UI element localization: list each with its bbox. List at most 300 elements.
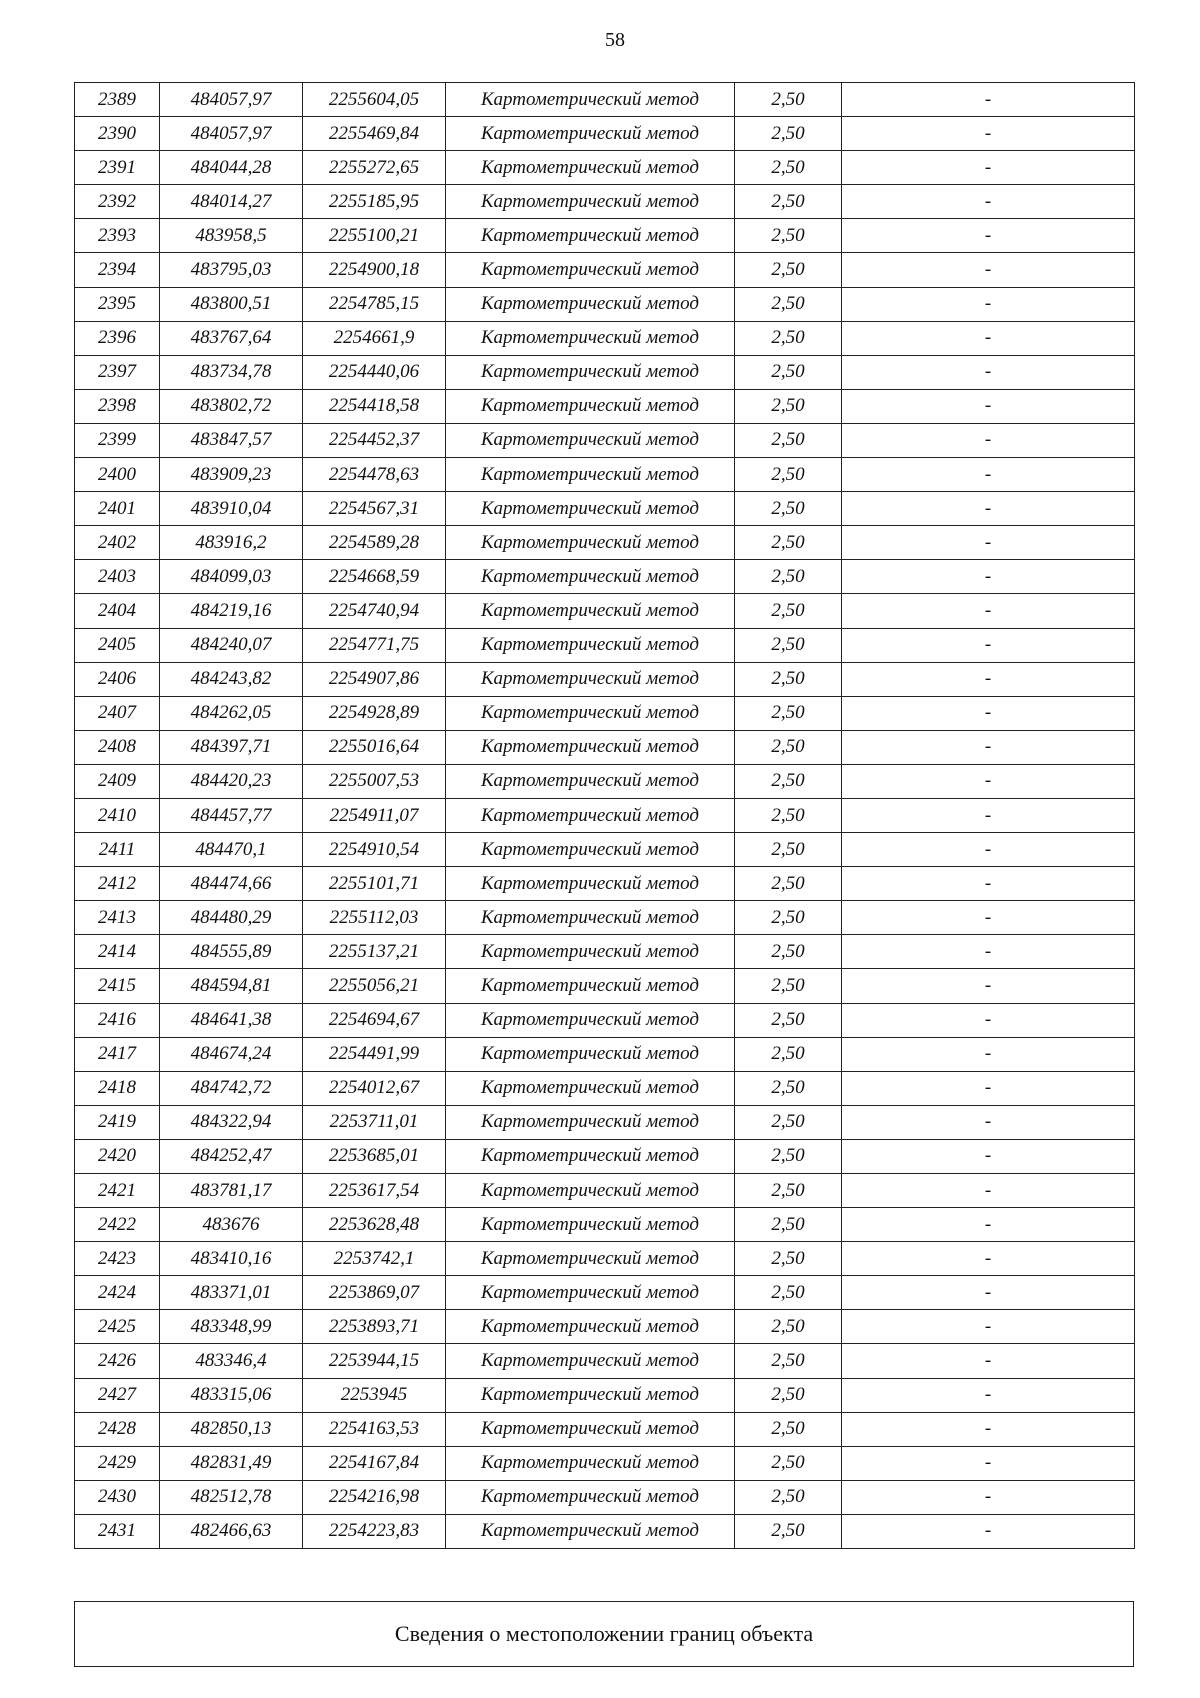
point-number-cell: 2421 [75, 1174, 160, 1208]
x-coordinate-cell: 484470,1 [160, 833, 303, 867]
method-cell: Картометрический метод [446, 1446, 735, 1480]
method-cell: Картометрический метод [446, 1378, 735, 1412]
y-coordinate-cell: 2254589,28 [303, 526, 446, 560]
y-coordinate-cell: 2255056,21 [303, 969, 446, 1003]
x-coordinate-cell: 483795,03 [160, 253, 303, 287]
method-cell: Картометрический метод [446, 594, 735, 628]
table-row [75, 492, 1135, 526]
x-coordinate-cell: 484057,97 [160, 83, 303, 117]
accuracy-cell: 2,50 [735, 117, 842, 151]
description-cell: - [842, 1105, 1135, 1139]
method-cell: Картометрический метод [446, 1344, 735, 1378]
y-coordinate-cell: 2255604,05 [303, 83, 446, 117]
description-cell: - [842, 321, 1135, 355]
table-row [75, 185, 1135, 219]
accuracy-cell: 2,50 [735, 458, 842, 492]
accuracy-cell: 2,50 [735, 935, 842, 969]
accuracy-cell: 2,50 [735, 355, 842, 389]
y-coordinate-cell: 2254785,15 [303, 287, 446, 321]
point-number-cell: 2389 [75, 83, 160, 117]
point-number-cell: 2399 [75, 423, 160, 457]
y-coordinate-cell: 2254167,84 [303, 1446, 446, 1480]
accuracy-cell: 2,50 [735, 253, 842, 287]
description-cell: - [842, 83, 1135, 117]
point-number-cell: 2391 [75, 151, 160, 185]
y-coordinate-cell: 2254440,06 [303, 355, 446, 389]
method-cell: Картометрический метод [446, 867, 735, 901]
y-coordinate-cell: 2254928,89 [303, 696, 446, 730]
x-coordinate-cell: 483958,5 [160, 219, 303, 253]
point-number-cell: 2415 [75, 969, 160, 1003]
x-coordinate-cell: 482466,63 [160, 1514, 303, 1548]
method-cell: Картометрический метод [446, 628, 735, 662]
point-number-cell: 2425 [75, 1310, 160, 1344]
point-number-cell: 2427 [75, 1378, 160, 1412]
y-coordinate-cell: 2253945 [303, 1378, 446, 1412]
section-caption: Сведения о местоположении границ объекта [394, 1621, 814, 1646]
method-cell: Картометрический метод [446, 560, 735, 594]
method-cell: Картометрический метод [446, 355, 735, 389]
table-row [75, 1412, 1135, 1446]
table-row [75, 1208, 1135, 1242]
description-cell: - [842, 492, 1135, 526]
y-coordinate-cell: 2253742,1 [303, 1242, 446, 1276]
point-number-cell: 2422 [75, 1208, 160, 1242]
description-cell: - [842, 287, 1135, 321]
description-cell: - [842, 1480, 1135, 1514]
x-coordinate-cell: 483348,99 [160, 1310, 303, 1344]
table-row [75, 1276, 1135, 1310]
table-row [75, 696, 1135, 730]
table-row [75, 117, 1135, 151]
accuracy-cell: 2,50 [735, 1105, 842, 1139]
method-cell: Картометрический метод [446, 423, 735, 457]
y-coordinate-cell: 2254668,59 [303, 560, 446, 594]
description-cell: - [842, 730, 1135, 764]
point-number-cell: 2407 [75, 696, 160, 730]
coordinates-table [74, 82, 1135, 1549]
description-cell: - [842, 1446, 1135, 1480]
point-number-cell: 2423 [75, 1242, 160, 1276]
accuracy-cell: 2,50 [735, 969, 842, 1003]
method-cell: Картометрический метод [446, 696, 735, 730]
y-coordinate-cell: 2255185,95 [303, 185, 446, 219]
accuracy-cell: 2,50 [735, 1446, 842, 1480]
point-number-cell: 2404 [75, 594, 160, 628]
description-cell: - [842, 1412, 1135, 1446]
point-number-cell: 2409 [75, 764, 160, 798]
table-row [75, 219, 1135, 253]
x-coordinate-cell: 483847,57 [160, 423, 303, 457]
x-coordinate-cell: 483734,78 [160, 355, 303, 389]
x-coordinate-cell: 484480,29 [160, 901, 303, 935]
x-coordinate-cell: 484594,81 [160, 969, 303, 1003]
accuracy-cell: 2,50 [735, 1412, 842, 1446]
y-coordinate-cell: 2254163,53 [303, 1412, 446, 1446]
description-cell: - [842, 1003, 1135, 1037]
point-number-cell: 2400 [75, 458, 160, 492]
method-cell: Картометрический метод [446, 730, 735, 764]
method-cell: Картометрический метод [446, 1480, 735, 1514]
y-coordinate-cell: 2255272,65 [303, 151, 446, 185]
x-coordinate-cell: 483315,06 [160, 1378, 303, 1412]
x-coordinate-cell: 484240,07 [160, 628, 303, 662]
y-coordinate-cell: 2254771,75 [303, 628, 446, 662]
y-coordinate-cell: 2255469,84 [303, 117, 446, 151]
point-number-cell: 2395 [75, 287, 160, 321]
method-cell: Картометрический метод [446, 969, 735, 1003]
y-coordinate-cell: 2254012,67 [303, 1071, 446, 1105]
method-cell: Картометрический метод [446, 1514, 735, 1548]
table-row [75, 1037, 1135, 1071]
method-cell: Картометрический метод [446, 1174, 735, 1208]
description-cell: - [842, 1344, 1135, 1378]
y-coordinate-cell: 2253893,71 [303, 1310, 446, 1344]
point-number-cell: 2416 [75, 1003, 160, 1037]
point-number-cell: 2403 [75, 560, 160, 594]
x-coordinate-cell: 484099,03 [160, 560, 303, 594]
y-coordinate-cell: 2254694,67 [303, 1003, 446, 1037]
method-cell: Картометрический метод [446, 287, 735, 321]
x-coordinate-cell: 484397,71 [160, 730, 303, 764]
description-cell: - [842, 594, 1135, 628]
table-row [75, 321, 1135, 355]
table-row [75, 1480, 1135, 1514]
x-coordinate-cell: 484674,24 [160, 1037, 303, 1071]
point-number-cell: 2417 [75, 1037, 160, 1071]
accuracy-cell: 2,50 [735, 83, 842, 117]
description-cell: - [842, 423, 1135, 457]
x-coordinate-cell: 484420,23 [160, 764, 303, 798]
y-coordinate-cell: 2255007,53 [303, 764, 446, 798]
method-cell: Картометрический метод [446, 935, 735, 969]
description-cell: - [842, 1276, 1135, 1310]
description-cell: - [842, 833, 1135, 867]
point-number-cell: 2396 [75, 321, 160, 355]
y-coordinate-cell: 2255112,03 [303, 901, 446, 935]
table-row [75, 730, 1135, 764]
y-coordinate-cell: 2255016,64 [303, 730, 446, 764]
point-number-cell: 2419 [75, 1105, 160, 1139]
method-cell: Картометрический метод [446, 798, 735, 832]
accuracy-cell: 2,50 [735, 833, 842, 867]
table-row [75, 1105, 1135, 1139]
y-coordinate-cell: 2255100,21 [303, 219, 446, 253]
point-number-cell: 2411 [75, 833, 160, 867]
accuracy-cell: 2,50 [735, 151, 842, 185]
table-row [75, 1139, 1135, 1173]
accuracy-cell: 2,50 [735, 1480, 842, 1514]
description-cell: - [842, 867, 1135, 901]
point-number-cell: 2393 [75, 219, 160, 253]
point-number-cell: 2410 [75, 798, 160, 832]
description-cell: - [842, 185, 1135, 219]
x-coordinate-cell: 484252,47 [160, 1139, 303, 1173]
x-coordinate-cell: 483346,4 [160, 1344, 303, 1378]
method-cell: Картометрический метод [446, 1242, 735, 1276]
accuracy-cell: 2,50 [735, 867, 842, 901]
description-cell: - [842, 662, 1135, 696]
page-number: 58 [605, 29, 625, 51]
description-cell: - [842, 526, 1135, 560]
x-coordinate-cell: 484014,27 [160, 185, 303, 219]
accuracy-cell: 2,50 [735, 594, 842, 628]
description-cell: - [842, 151, 1135, 185]
accuracy-cell: 2,50 [735, 1003, 842, 1037]
method-cell: Картометрический метод [446, 458, 735, 492]
x-coordinate-cell: 482850,13 [160, 1412, 303, 1446]
y-coordinate-cell: 2255137,21 [303, 935, 446, 969]
accuracy-cell: 2,50 [735, 219, 842, 253]
x-coordinate-cell: 483767,64 [160, 321, 303, 355]
y-coordinate-cell: 2254740,94 [303, 594, 446, 628]
accuracy-cell: 2,50 [735, 901, 842, 935]
accuracy-cell: 2,50 [735, 1514, 842, 1548]
description-cell: - [842, 1378, 1135, 1412]
x-coordinate-cell: 484057,97 [160, 117, 303, 151]
method-cell: Картометрический метод [446, 526, 735, 560]
y-coordinate-cell: 2254661,9 [303, 321, 446, 355]
point-number-cell: 2426 [75, 1344, 160, 1378]
x-coordinate-cell: 484219,16 [160, 594, 303, 628]
method-cell: Картометрический метод [446, 1037, 735, 1071]
description-cell: - [842, 764, 1135, 798]
method-cell: Картометрический метод [446, 1071, 735, 1105]
table-row [75, 1344, 1135, 1378]
method-cell: Картометрический метод [446, 764, 735, 798]
description-cell: - [842, 628, 1135, 662]
description-cell: - [842, 1174, 1135, 1208]
table-row [75, 1310, 1135, 1344]
point-number-cell: 2428 [75, 1412, 160, 1446]
point-number-cell: 2392 [75, 185, 160, 219]
description-cell: - [842, 219, 1135, 253]
y-coordinate-cell: 2253628,48 [303, 1208, 446, 1242]
table-row [75, 662, 1135, 696]
method-cell: Картометрический метод [446, 1276, 735, 1310]
method-cell: Картометрический метод [446, 1208, 735, 1242]
accuracy-cell: 2,50 [735, 389, 842, 423]
accuracy-cell: 2,50 [735, 526, 842, 560]
section-caption-box [74, 1601, 1134, 1667]
description-cell: - [842, 560, 1135, 594]
description-cell: - [842, 969, 1135, 1003]
description-cell: - [842, 1071, 1135, 1105]
method-cell: Картометрический метод [446, 492, 735, 526]
accuracy-cell: 2,50 [735, 492, 842, 526]
description-cell: - [842, 901, 1135, 935]
x-coordinate-cell: 484262,05 [160, 696, 303, 730]
point-number-cell: 2418 [75, 1071, 160, 1105]
coordinates-table-body [75, 83, 1135, 1549]
point-number-cell: 2401 [75, 492, 160, 526]
method-cell: Картометрический метод [446, 185, 735, 219]
accuracy-cell: 2,50 [735, 1242, 842, 1276]
x-coordinate-cell: 484243,82 [160, 662, 303, 696]
point-number-cell: 2394 [75, 253, 160, 287]
description-cell: - [842, 696, 1135, 730]
x-coordinate-cell: 483371,01 [160, 1276, 303, 1310]
table-row [75, 1242, 1135, 1276]
y-coordinate-cell: 2253944,15 [303, 1344, 446, 1378]
accuracy-cell: 2,50 [735, 1344, 842, 1378]
method-cell: Картометрический метод [446, 321, 735, 355]
accuracy-cell: 2,50 [735, 423, 842, 457]
x-coordinate-cell: 483910,04 [160, 492, 303, 526]
x-coordinate-cell: 483676 [160, 1208, 303, 1242]
x-coordinate-cell: 484474,66 [160, 867, 303, 901]
method-cell: Картометрический метод [446, 389, 735, 423]
method-cell: Картометрический метод [446, 1003, 735, 1037]
description-cell: - [842, 1514, 1135, 1548]
table-row [75, 83, 1135, 117]
table-row [75, 969, 1135, 1003]
description-cell: - [842, 1310, 1135, 1344]
method-cell: Картометрический метод [446, 662, 735, 696]
point-number-cell: 2424 [75, 1276, 160, 1310]
method-cell: Картометрический метод [446, 901, 735, 935]
point-number-cell: 2420 [75, 1139, 160, 1173]
x-coordinate-cell: 483800,51 [160, 287, 303, 321]
point-number-cell: 2429 [75, 1446, 160, 1480]
table-row [75, 935, 1135, 969]
table-row [75, 628, 1135, 662]
accuracy-cell: 2,50 [735, 662, 842, 696]
accuracy-cell: 2,50 [735, 1174, 842, 1208]
accuracy-cell: 2,50 [735, 287, 842, 321]
table-row [75, 1446, 1135, 1480]
table-row [75, 560, 1135, 594]
accuracy-cell: 2,50 [735, 696, 842, 730]
description-cell: - [842, 1037, 1135, 1071]
x-coordinate-cell: 484555,89 [160, 935, 303, 969]
table-row [75, 458, 1135, 492]
table-row [75, 1003, 1135, 1037]
x-coordinate-cell: 483916,2 [160, 526, 303, 560]
y-coordinate-cell: 2253685,01 [303, 1139, 446, 1173]
description-cell: - [842, 458, 1135, 492]
y-coordinate-cell: 2253711,01 [303, 1105, 446, 1139]
accuracy-cell: 2,50 [735, 1276, 842, 1310]
point-number-cell: 2405 [75, 628, 160, 662]
method-cell: Картометрический метод [446, 1105, 735, 1139]
method-cell: Картометрический метод [446, 1310, 735, 1344]
table-row [75, 151, 1135, 185]
point-number-cell: 2402 [75, 526, 160, 560]
description-cell: - [842, 935, 1135, 969]
accuracy-cell: 2,50 [735, 628, 842, 662]
point-number-cell: 2390 [75, 117, 160, 151]
point-number-cell: 2406 [75, 662, 160, 696]
description-cell: - [842, 1208, 1135, 1242]
description-cell: - [842, 253, 1135, 287]
y-coordinate-cell: 2254900,18 [303, 253, 446, 287]
y-coordinate-cell: 2254216,98 [303, 1480, 446, 1514]
description-cell: - [842, 1242, 1135, 1276]
y-coordinate-cell: 2254911,07 [303, 798, 446, 832]
table-row [75, 1378, 1135, 1412]
accuracy-cell: 2,50 [735, 185, 842, 219]
point-number-cell: 2412 [75, 867, 160, 901]
table-row [75, 1071, 1135, 1105]
accuracy-cell: 2,50 [735, 1208, 842, 1242]
y-coordinate-cell: 2254478,63 [303, 458, 446, 492]
method-cell: Картометрический метод [446, 219, 735, 253]
y-coordinate-cell: 2255101,71 [303, 867, 446, 901]
table-row [75, 526, 1135, 560]
accuracy-cell: 2,50 [735, 1037, 842, 1071]
table-row [75, 1514, 1135, 1548]
y-coordinate-cell: 2254567,31 [303, 492, 446, 526]
table-row [75, 901, 1135, 935]
x-coordinate-cell: 484322,94 [160, 1105, 303, 1139]
table-row [75, 253, 1135, 287]
y-coordinate-cell: 2254491,99 [303, 1037, 446, 1071]
x-coordinate-cell: 484641,38 [160, 1003, 303, 1037]
point-number-cell: 2430 [75, 1480, 160, 1514]
method-cell: Картометрический метод [446, 83, 735, 117]
accuracy-cell: 2,50 [735, 730, 842, 764]
description-cell: - [842, 798, 1135, 832]
y-coordinate-cell: 2254223,83 [303, 1514, 446, 1548]
description-cell: - [842, 389, 1135, 423]
description-cell: - [842, 1139, 1135, 1173]
x-coordinate-cell: 484742,72 [160, 1071, 303, 1105]
table-row [75, 867, 1135, 901]
method-cell: Картометрический метод [446, 151, 735, 185]
table-row [75, 355, 1135, 389]
table-row [75, 764, 1135, 798]
point-number-cell: 2431 [75, 1514, 160, 1548]
table-row [75, 594, 1135, 628]
point-number-cell: 2397 [75, 355, 160, 389]
description-cell: - [842, 355, 1135, 389]
accuracy-cell: 2,50 [735, 560, 842, 594]
x-coordinate-cell: 482831,49 [160, 1446, 303, 1480]
method-cell: Картометрический метод [446, 1139, 735, 1173]
point-number-cell: 2414 [75, 935, 160, 969]
y-coordinate-cell: 2254418,58 [303, 389, 446, 423]
y-coordinate-cell: 2254907,86 [303, 662, 446, 696]
table-row [75, 287, 1135, 321]
table-row [75, 423, 1135, 457]
accuracy-cell: 2,50 [735, 1310, 842, 1344]
y-coordinate-cell: 2253869,07 [303, 1276, 446, 1310]
method-cell: Картометрический метод [446, 1412, 735, 1446]
y-coordinate-cell: 2253617,54 [303, 1174, 446, 1208]
accuracy-cell: 2,50 [735, 764, 842, 798]
x-coordinate-cell: 482512,78 [160, 1480, 303, 1514]
method-cell: Картометрический метод [446, 117, 735, 151]
x-coordinate-cell: 484044,28 [160, 151, 303, 185]
x-coordinate-cell: 484457,77 [160, 798, 303, 832]
method-cell: Картометрический метод [446, 833, 735, 867]
y-coordinate-cell: 2254910,54 [303, 833, 446, 867]
x-coordinate-cell: 483802,72 [160, 389, 303, 423]
accuracy-cell: 2,50 [735, 1071, 842, 1105]
accuracy-cell: 2,50 [735, 321, 842, 355]
table-row [75, 833, 1135, 867]
accuracy-cell: 2,50 [735, 1378, 842, 1412]
y-coordinate-cell: 2254452,37 [303, 423, 446, 457]
x-coordinate-cell: 483410,16 [160, 1242, 303, 1276]
point-number-cell: 2408 [75, 730, 160, 764]
table-row [75, 1174, 1135, 1208]
table-row [75, 798, 1135, 832]
point-number-cell: 2398 [75, 389, 160, 423]
accuracy-cell: 2,50 [735, 1139, 842, 1173]
table-row [75, 389, 1135, 423]
